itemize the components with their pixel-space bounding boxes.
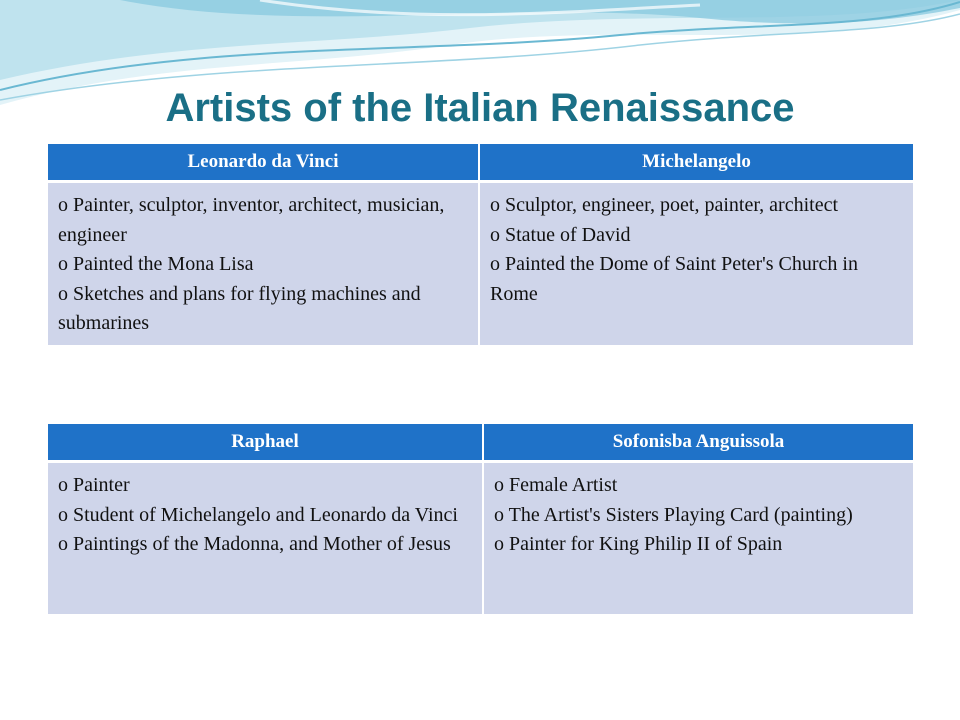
list-item: o Female Artist [494, 474, 618, 496]
cell-leonardo [48, 182, 479, 345]
list-item: o The Artist's Sisters Playing Card (painting) [494, 503, 853, 526]
slide-title: Artists of the Italian Renaissance [165, 86, 795, 130]
table-header-row [48, 144, 913, 182]
list-item: o Sketches and plans for flying machines and submarines [58, 282, 421, 334]
list-item: o Painted the Mona Lisa [58, 253, 254, 275]
list-item: o Painted the Dome of Saint Peter's Church in Rome [490, 253, 858, 305]
list-item: o Painter [58, 474, 130, 496]
cell-raphael [48, 462, 483, 614]
header-raphael: Raphael [48, 424, 483, 462]
list-item: o Painter, sculptor, inventor, architect, musician, engineer [58, 194, 445, 246]
list-item: o Statue of David [490, 223, 631, 246]
cell-sofonisba [483, 462, 913, 614]
list-item: o Sculptor, engineer, poet, painter, architect [490, 194, 839, 216]
artists-table-top [48, 144, 913, 345]
table-header-row [48, 424, 913, 462]
list-item: o Painter for King Philip II of Spain [494, 533, 783, 555]
header-leonardo: Leonardo da Vinci [48, 144, 479, 182]
header-michelangelo: Michelangelo [479, 144, 913, 182]
table-row [48, 462, 913, 614]
table-row [48, 182, 913, 345]
list-item: o Student of Michelangelo and Leonardo da Vinci [58, 503, 458, 526]
cell-michelangelo [479, 182, 913, 345]
header-sofonisba: Sofonisba Anguissola [483, 424, 913, 462]
artists-table-bottom [48, 424, 913, 614]
list-item: o Paintings of the Madonna, and Mother of Jesus [58, 533, 451, 555]
